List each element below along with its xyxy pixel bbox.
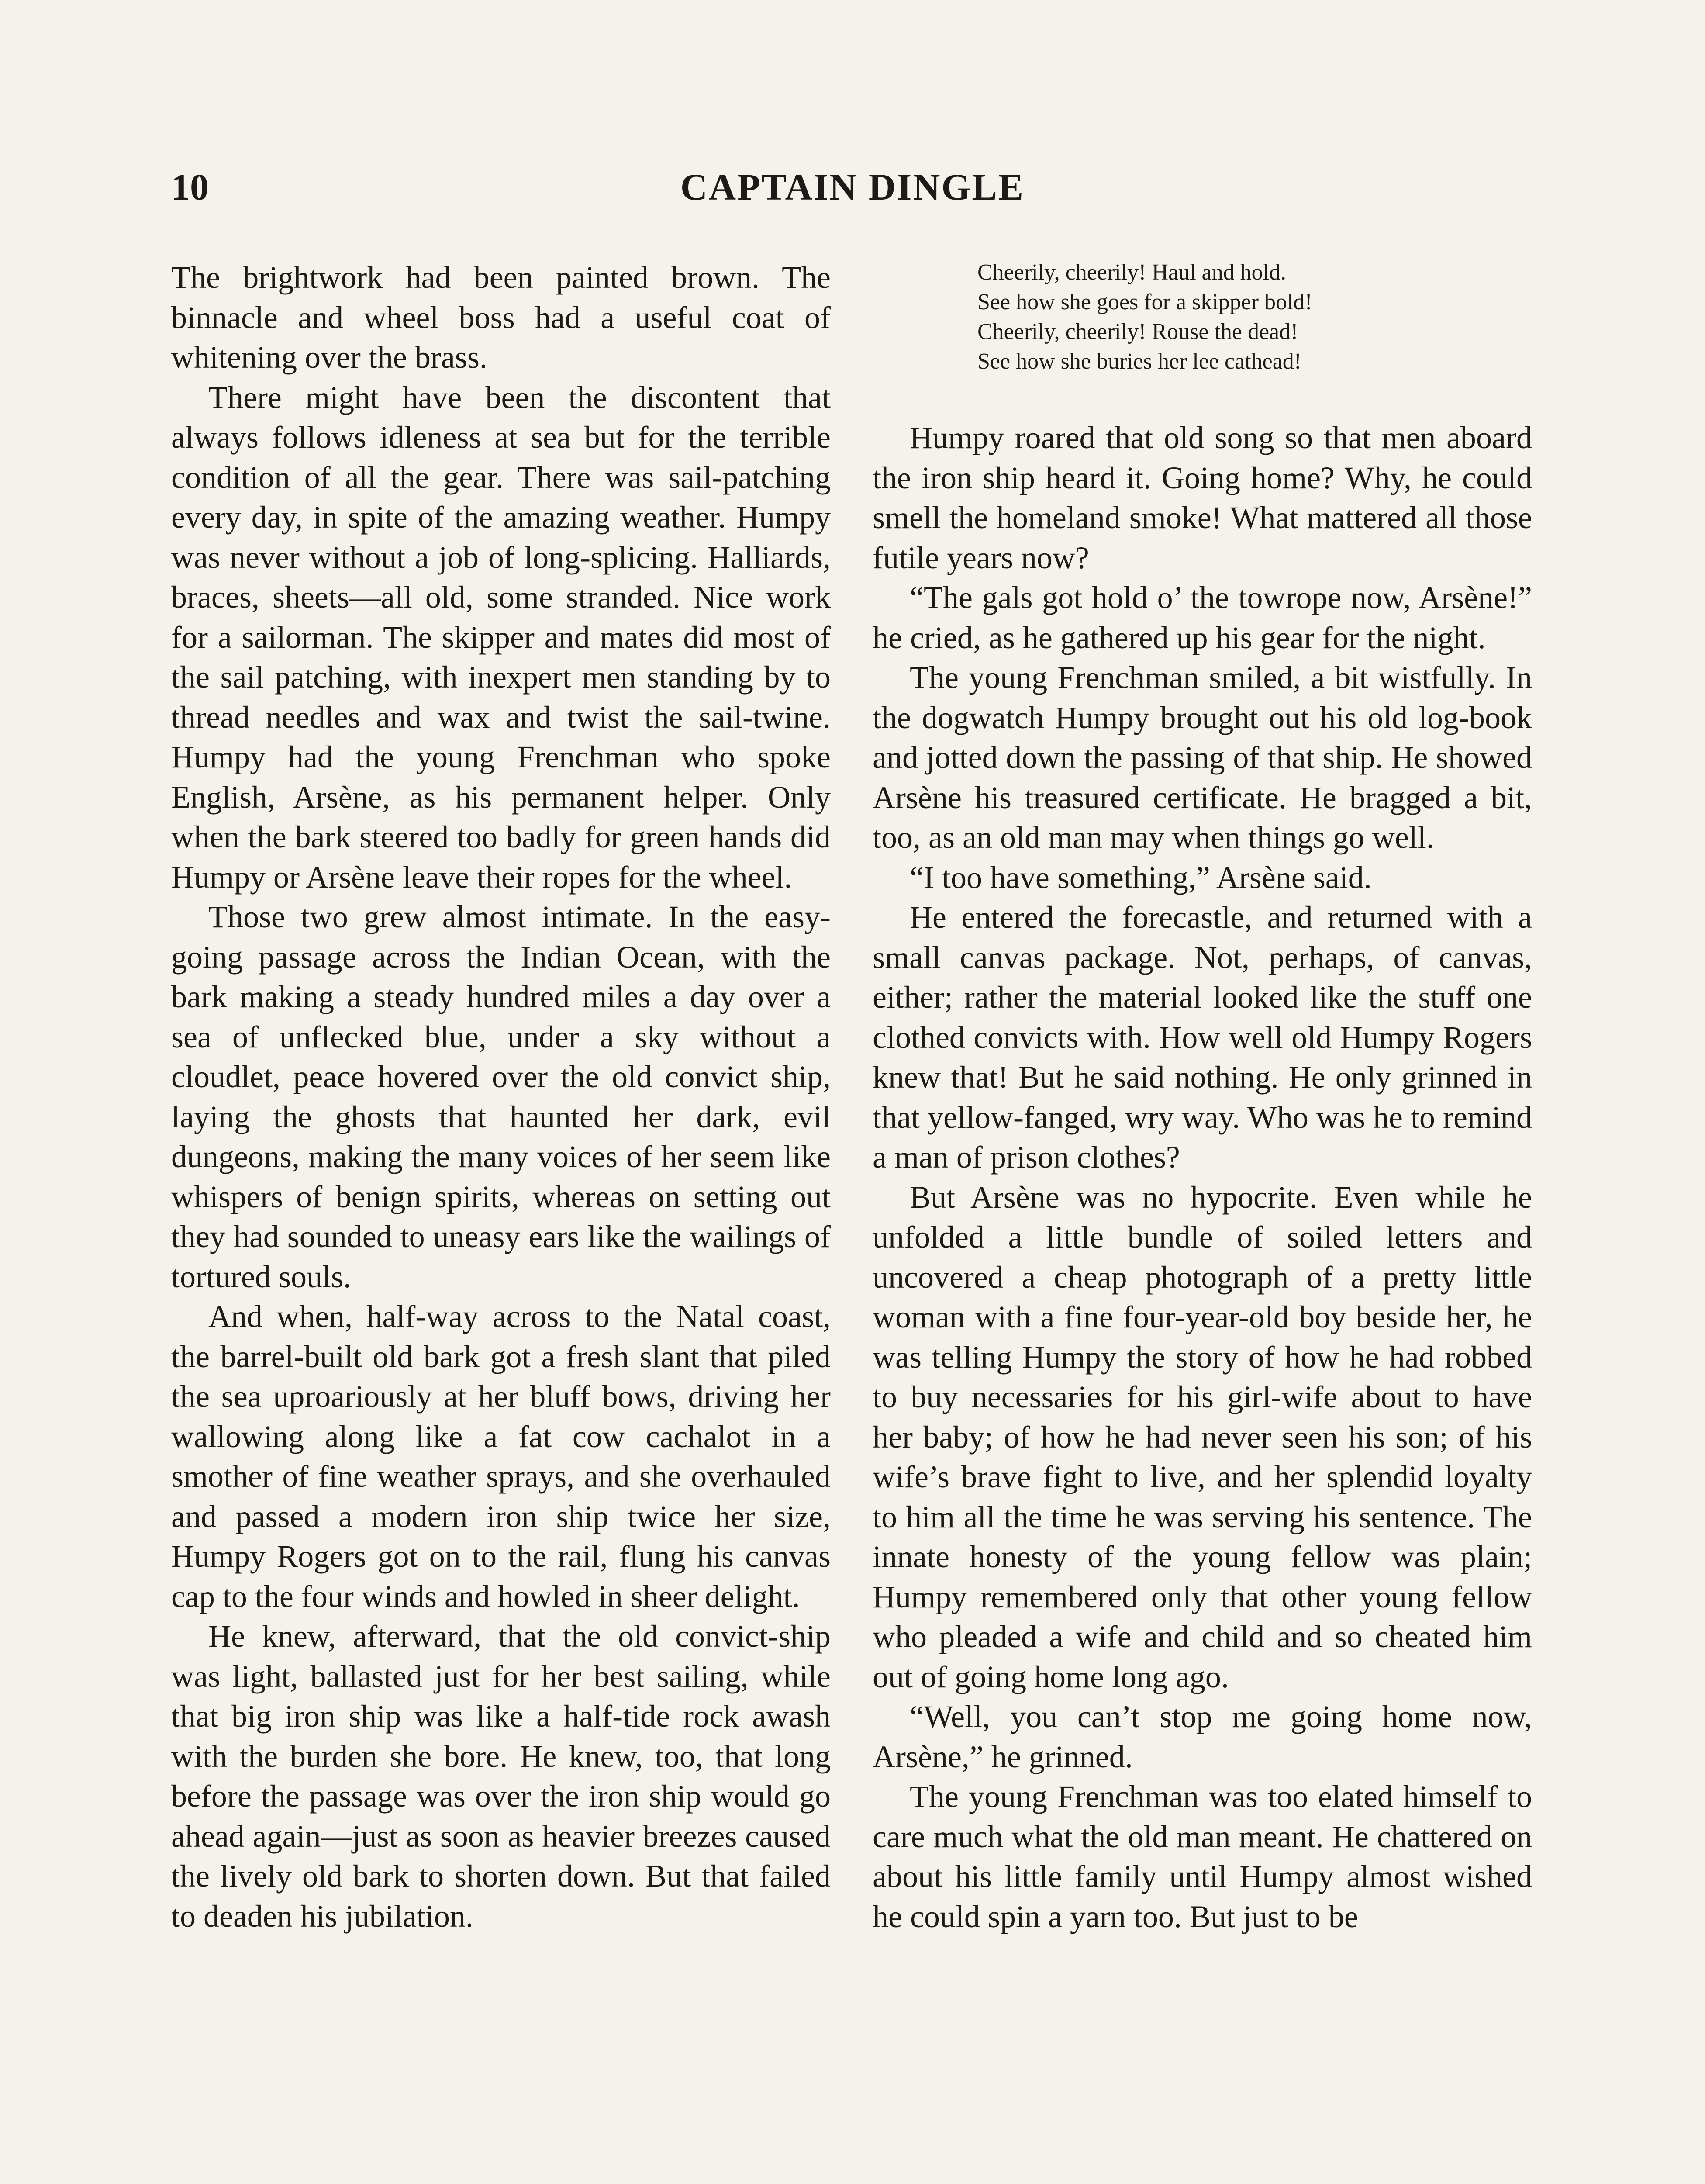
paragraph: “Well, you can’t stop me going home now, Arsène,” he grinned. — [873, 1699, 1532, 1774]
paragraph: The young Frenchman was too elated himself to care much what the old man meant. He chattered on about his little family until Humpy almost wished he could spin a yarn too. But just to be — [873, 1779, 1532, 1934]
paragraph: But Arsène was no hypocrite. Even while he unfolded a little bundle of soiled letters and uncovered a cheap photograph of a pretty little woman with a fine four-year-old boy beside her, he was telling Humpy the story of how he had robbed to buy necessaries for his girl-wife about to have her baby; of how he had never seen his son; of his wife’s brave fight to live, and her splendid loyalty to him all the time he was serving his sentence. The innate honesty of the young fellow was plain; Humpy remembered only that other young fellow who pleaded a wife and child and so cheated him out of going home long ago. — [873, 1179, 1532, 1694]
paragraph: Those two grew almost intimate. In the easy-going passage across the Indian Ocean, with the bark making a steady hundred miles a day over a sea of unflecked blue, under a sky without a cloudlet, peace hovered over the old convict ship, laying the ghosts that haunted her dark, evil dungeons, making the many voices of her seem like whispers of benign spirits, whereas on setting out they had sounded to uneasy ears like the wailings of tortured souls. — [171, 899, 831, 1294]
paragraph: There might have been the discontent that always follows idleness at sea but for the terrible condition of all the gear. There was sail-patching every day, in spite of the amazing weather. Humpy was never without a job of long-splicing. Halliards, braces, sheets—all old, some stranded. Nice work for a sailorman. The skipper and mates did most of the sail patching, with inexpert men standing by to thread needles and wax and twist the sail-twine. Humpy had the young Frenchman who spoke English, Arsène, as his permanent helper. Only when the bark steered too badly for green hands did Humpy or Arsène leave their ropes for the wheel. — [171, 380, 831, 895]
right-column — [873, 258, 1532, 1937]
running-head: CAPTAIN DINGLE — [680, 166, 1025, 208]
paragraph: “The gals got hold o’ the towrope now, Arsène!” he cried, as he gathered up his gear for the night. — [873, 580, 1532, 655]
song-verse — [873, 258, 1532, 377]
paragraph: He entered the forecastle, and returned with a small canvas package. Not, perhaps, of canvas, either; rather the material looked like the stuff one clothed convicts with. How well old Humpy Rogers knew that! But he said nothing. He only grinned in that yellow-fanged, wry way. Who was he to remind a man of prison clothes? — [873, 900, 1532, 1175]
verse-line: Cheerily, cheerily! Rouse the dead! — [977, 319, 1298, 344]
verse-line: See how she buries her lee cathead! — [977, 349, 1302, 374]
paragraph: And when, half-way across to the Natal coast, the barrel-built old bark got a fresh slant that piled the sea uproariously at her bluff bows, driving her wallowing along like a fat cow cachalot in a smother of fine weather sprays, and she overhauled and passed a modern iron ship twice her size, Humpy Rogers got on to the rail, flung his canvas cap to the four winds and howled in sheer delight. — [171, 1299, 831, 1614]
paragraph: The young Frenchman smiled, a bit wistfully. In the dogwatch Humpy brought out his old log-book and jotted down the passing of that ship. He showed Arsène his treasured certificate. He bragged a bit, too, as an old man may when things go well. — [873, 660, 1532, 855]
page-number: 10 — [171, 166, 209, 208]
paragraph: The brightwork had been painted brown. The binnacle and wheel boss had a useful coat of whitening over the brass. — [171, 260, 831, 375]
left-column — [171, 258, 831, 1936]
paragraph: Humpy roared that old song so that men aboard the iron ship heard it. Going home? Why, he could smell the homeland smoke! What mattered all those futile years now? — [873, 420, 1532, 575]
paragraph: He knew, afterward, that the old convict-ship was light, ballasted just for her best sailing, while that big iron ship was like a half-tide rock awash with the burden she bore. He knew, too, that long before the passage was over the iron ship would go ahead again—just as soon as heavier breezes caused the lively old bark to shorten down. But that failed to deaden his jubilation. — [171, 1619, 831, 1934]
verse-line: Cheerily, cheerily! Haul and hold. — [977, 260, 1287, 285]
verse-line: See how she goes for a skipper bold! — [977, 290, 1312, 314]
paragraph: “I too have something,” Arsène said. — [910, 860, 1372, 895]
